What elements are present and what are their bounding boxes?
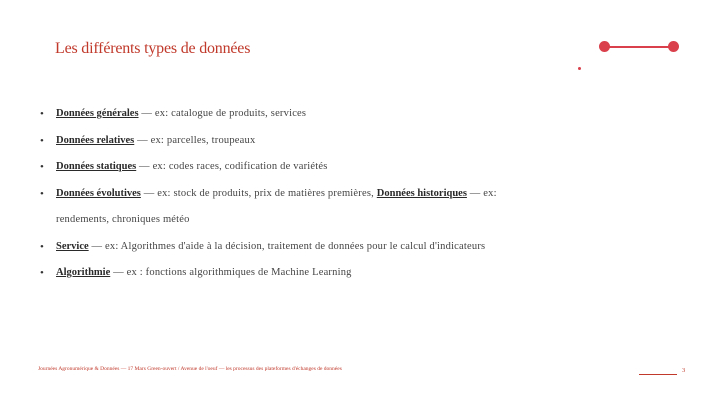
bullet-description: — ex: codes races, codification de variétés bbox=[136, 161, 328, 172]
bullet-term: Algorithmie bbox=[56, 267, 111, 278]
bullet-term: Données évolutives bbox=[56, 187, 141, 199]
footer-divider bbox=[639, 374, 677, 375]
bullet-item-donnees-relatives bbox=[38, 128, 698, 155]
bullet-term-secondary: Données historiques bbox=[376, 187, 467, 199]
bullet-term: Données statiques bbox=[56, 161, 137, 172]
page-number: 3 bbox=[682, 367, 686, 374]
bullet-term: Données générales bbox=[56, 108, 139, 119]
decorative-small-dot bbox=[578, 67, 581, 70]
bullet-list bbox=[38, 101, 698, 287]
decorative-line bbox=[604, 46, 674, 48]
bullet-item-donnees-statiques bbox=[38, 154, 698, 181]
bullet-description: — ex: catalogue de produits, services bbox=[138, 108, 307, 119]
bullet-description: — ex: stock de produits, prix de matières premières, bbox=[140, 187, 377, 199]
slide-title: Les différents types de données bbox=[55, 40, 251, 57]
bullet-continuation: rendements, chroniques météo bbox=[56, 214, 190, 225]
bullet-icon: • bbox=[40, 134, 44, 147]
bullet-icon: • bbox=[40, 240, 44, 253]
bullet-item-donnees-generales bbox=[38, 101, 698, 128]
decorative-line-connector bbox=[598, 40, 682, 54]
bullet-term: Service bbox=[56, 240, 89, 252]
bullet-term: Données relatives bbox=[56, 134, 135, 146]
decorative-dot-left bbox=[599, 41, 610, 52]
bullet-description-secondary: — ex: bbox=[466, 187, 497, 199]
bullet-icon: • bbox=[40, 187, 44, 200]
bullet-description: — ex : fonctions algorithmiques de Machine Learning bbox=[110, 267, 352, 278]
bullet-item-service bbox=[38, 234, 698, 261]
bullet-item-donnees-evolutives bbox=[38, 181, 698, 234]
decorative-dot-right bbox=[668, 41, 679, 52]
bullet-description: — ex: Algorithmes d'aide à la décision, traitement de données pour le calcul d'indicateurs bbox=[88, 240, 486, 252]
slide-footer: Journées Agronumérique & Données — 17 Mars Green-ouvert / Avenue de l'oeuf — les processus des plateformes d'échanges de données bbox=[38, 366, 342, 372]
bullet-description: — ex: parcelles, troupeaux bbox=[134, 134, 256, 146]
bullet-icon: • bbox=[40, 108, 44, 120]
bullet-icon: • bbox=[40, 161, 44, 173]
bullet-item-algorithmie bbox=[38, 260, 698, 287]
bullet-icon: • bbox=[40, 267, 44, 279]
